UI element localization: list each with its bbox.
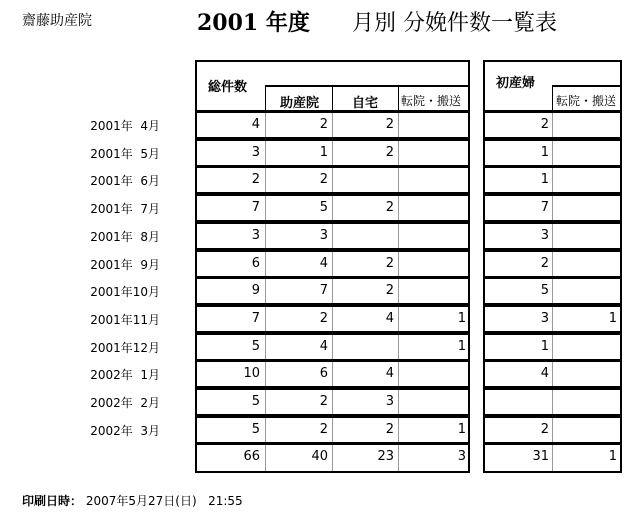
cell-sep [398, 335, 399, 359]
col-header-home: 自宅 [352, 96, 379, 111]
cell-sep [398, 252, 399, 276]
cell-midwifery: 6 [319, 366, 328, 381]
cell-primi: 4 [540, 366, 549, 381]
cell-sep [552, 168, 553, 192]
col-header-primipara: 初産婦 [496, 76, 536, 91]
cell-transfer: 1 [457, 311, 466, 326]
cell-sep [332, 445, 333, 471]
month-label: 2001年10月 [90, 285, 160, 299]
cell-home: 23 [377, 449, 394, 464]
cell-total: 3 [251, 145, 260, 160]
cell-midwifery: 2 [319, 172, 328, 187]
cell-sep [398, 362, 399, 386]
cell-primi: 3 [540, 311, 549, 326]
cell-primi: 5 [540, 283, 549, 298]
cell-sep [265, 362, 266, 386]
cell-sep [398, 390, 399, 414]
header-divider [265, 85, 470, 87]
cell-midwifery: 7 [319, 283, 328, 298]
cell-sep [332, 196, 333, 220]
month-label: 2001年 4月 [90, 119, 160, 133]
primi-header-divider [552, 85, 622, 87]
header-sep [265, 85, 266, 112]
cell-sep [552, 279, 553, 303]
cell-sep [332, 279, 333, 303]
cell-sep [265, 141, 266, 165]
cell-total: 5 [251, 394, 260, 409]
cell-sep [265, 252, 266, 276]
cell-sep [265, 168, 266, 192]
cell-primi: 3 [540, 228, 549, 243]
cell-sep [552, 390, 553, 414]
cell-sep [332, 335, 333, 359]
cell-total: 5 [251, 422, 260, 437]
cell-sep [265, 307, 266, 331]
cell-midwifery: 2 [319, 311, 328, 326]
cell-sep [552, 362, 553, 386]
cell-transfer: 1 [457, 339, 466, 354]
cell-sep [552, 113, 553, 137]
cell-sep [332, 113, 333, 137]
cell-home: 2 [385, 256, 394, 271]
cell-home: 2 [385, 145, 394, 160]
cell-home: 2 [385, 283, 394, 298]
cell-total: 66 [243, 449, 260, 464]
header-sep [398, 85, 399, 112]
cell-midwifery: 4 [319, 256, 328, 271]
cell-sep [265, 445, 266, 471]
cell-sep [265, 224, 266, 248]
cell-primi: 1 [540, 172, 549, 187]
cell-sep [552, 141, 553, 165]
cell-primi: 2 [540, 422, 549, 437]
month-label: 2001年 7月 [90, 202, 160, 216]
cell-total: 10 [243, 366, 260, 381]
cell-home: 4 [385, 311, 394, 326]
cell-home: 4 [385, 366, 394, 381]
month-label: 2002年 2月 [90, 396, 160, 410]
cell-midwifery: 2 [319, 117, 328, 132]
month-label: 2001年 6月 [90, 174, 160, 188]
cell-home: 2 [385, 200, 394, 215]
col-header-primi-transfer: 転院・搬送 [556, 94, 617, 108]
cell-sep [332, 168, 333, 192]
cell-primi-transfer: 1 [608, 449, 617, 464]
report-title: 月別 分娩件数一覧表 [352, 11, 557, 36]
cell-primi: 1 [540, 145, 549, 160]
month-label: 2002年 1月 [90, 368, 160, 382]
month-label: 2001年 5月 [90, 147, 160, 161]
cell-primi-transfer: 1 [608, 311, 617, 326]
cell-transfer: 3 [457, 449, 466, 464]
cell-sep [398, 279, 399, 303]
cell-sep [398, 307, 399, 331]
cell-sep [398, 445, 399, 471]
cell-sep [398, 224, 399, 248]
cell-home: 2 [385, 117, 394, 132]
cell-primi: 2 [540, 256, 549, 271]
month-label: 2001年 8月 [90, 230, 160, 244]
col-header-transfer: 転院・搬送 [401, 94, 462, 108]
col-header-total: 総件数 [208, 80, 248, 95]
month-label: 2001年 9月 [90, 258, 160, 272]
report-year: 2001 年度 [197, 10, 310, 36]
cell-sep [265, 113, 266, 137]
cell-sep [398, 113, 399, 137]
cell-midwifery: 1 [319, 145, 328, 160]
cell-primi: 2 [540, 117, 549, 132]
print-label: 印刷日時： [22, 494, 83, 508]
print-datetime [22, 492, 243, 509]
month-label: 2002年 3月 [90, 424, 160, 438]
cell-total: 2 [251, 172, 260, 187]
cell-sep [332, 390, 333, 414]
cell-sep [265, 279, 266, 303]
cell-total: 6 [251, 256, 260, 271]
cell-sep [332, 252, 333, 276]
cell-sep [265, 390, 266, 414]
cell-transfer: 1 [457, 422, 466, 437]
cell-total: 4 [251, 117, 260, 132]
cell-sep [552, 418, 553, 442]
print-value: 2007年5月27日(日) 21:55 [85, 494, 243, 508]
primi-header-sep [552, 85, 553, 112]
cell-total: 7 [251, 311, 260, 326]
cell-primi: 7 [540, 200, 549, 215]
clinic-name: 齋藤助産院 [22, 13, 92, 29]
cell-sep [552, 196, 553, 220]
cell-total: 3 [251, 228, 260, 243]
cell-sep [398, 196, 399, 220]
cell-midwifery: 40 [311, 449, 328, 464]
cell-total: 7 [251, 200, 260, 215]
cell-sep [552, 335, 553, 359]
cell-midwifery: 4 [319, 339, 328, 354]
col-header-midwifery: 助産院 [280, 96, 320, 111]
cell-home: 2 [385, 422, 394, 437]
cell-sep [552, 224, 553, 248]
cell-midwifery: 5 [319, 200, 328, 215]
cell-midwifery: 2 [319, 422, 328, 437]
header-sep [332, 85, 333, 112]
cell-sep [332, 141, 333, 165]
cell-sep [265, 335, 266, 359]
cell-total: 9 [251, 283, 260, 298]
cell-midwifery: 2 [319, 394, 328, 409]
cell-total: 5 [251, 339, 260, 354]
month-label: 2001年12月 [90, 341, 160, 355]
cell-primi: 1 [540, 339, 549, 354]
cell-midwifery: 3 [319, 228, 328, 243]
cell-sep [332, 362, 333, 386]
cell-sep [265, 196, 266, 220]
cell-sep [552, 307, 553, 331]
month-label: 2001年11月 [90, 313, 160, 327]
cell-sep [398, 418, 399, 442]
cell-primi: 31 [532, 449, 549, 464]
cell-home: 3 [385, 394, 394, 409]
cell-sep [552, 445, 553, 471]
cell-sep [332, 307, 333, 331]
cell-sep [398, 168, 399, 192]
cell-sep [398, 141, 399, 165]
cell-sep [332, 418, 333, 442]
cell-sep [265, 418, 266, 442]
cell-sep [552, 252, 553, 276]
cell-sep [332, 224, 333, 248]
